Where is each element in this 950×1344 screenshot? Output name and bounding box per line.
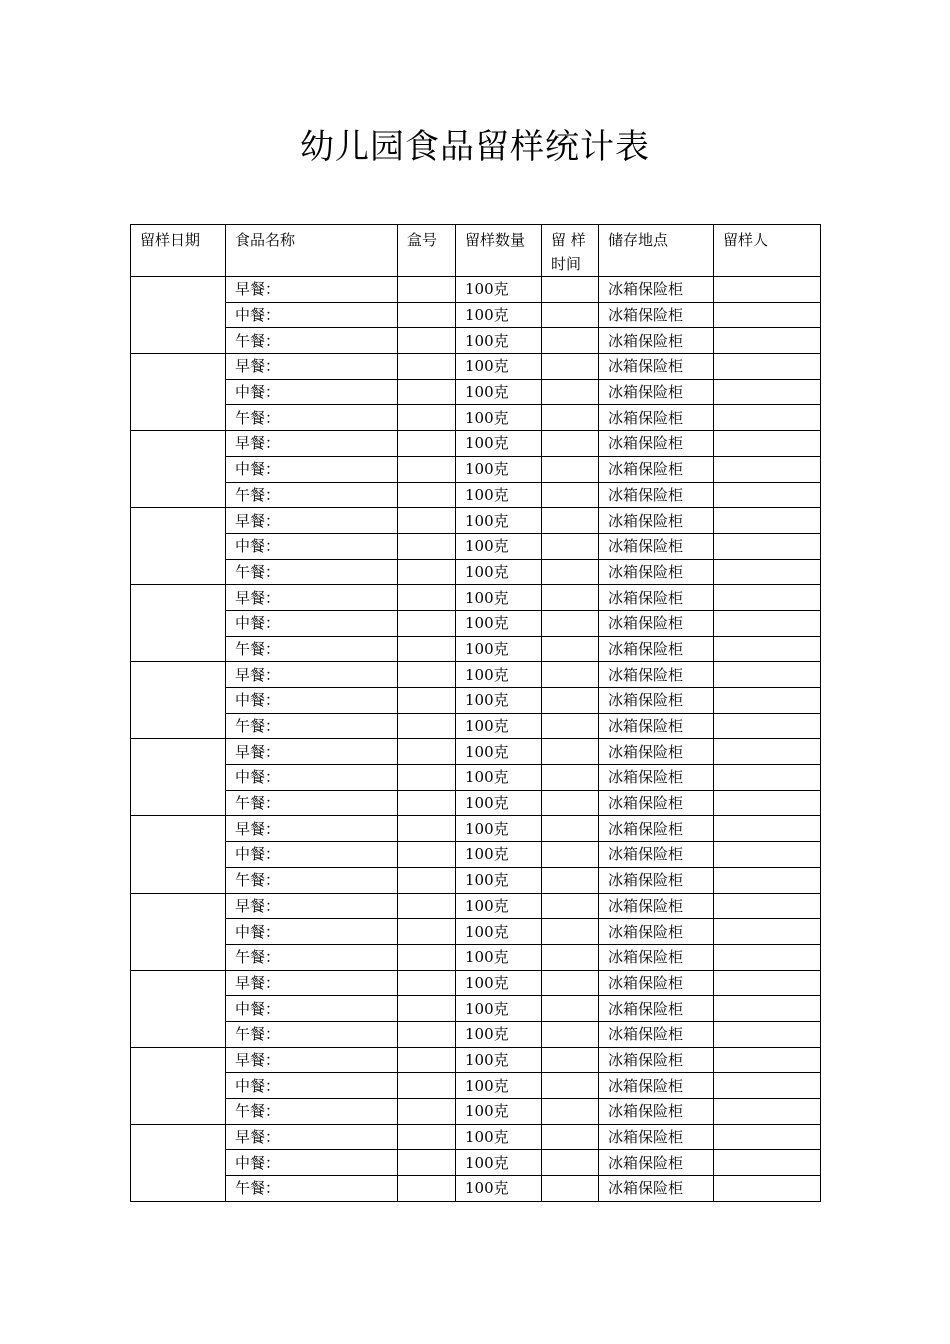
date-cell[interactable] (131, 970, 226, 1047)
person-cell[interactable] (714, 1150, 821, 1176)
box-no-cell[interactable] (398, 662, 456, 688)
box-no-cell[interactable] (398, 919, 456, 945)
table-row (131, 1021, 821, 1047)
sample-time-cell[interactable] (542, 790, 599, 816)
table-row (131, 919, 821, 945)
storage-cell: 冰箱保险柜 (599, 379, 714, 405)
sample-time-cell[interactable] (542, 379, 599, 405)
box-no-cell[interactable] (398, 1073, 456, 1099)
storage-cell: 冰箱保险柜 (599, 970, 714, 996)
quantity-cell: 100克 (456, 636, 542, 662)
table-row (131, 456, 821, 482)
person-cell[interactable] (714, 713, 821, 739)
food-name-cell[interactable]: 早餐： (226, 585, 398, 611)
storage-cell: 冰箱保险柜 (599, 1073, 714, 1099)
person-cell[interactable] (714, 919, 821, 945)
person-cell[interactable] (714, 662, 821, 688)
food-name-cell[interactable]: 早餐： (226, 970, 398, 996)
quantity-cell: 100克 (456, 585, 542, 611)
sample-time-cell[interactable] (542, 482, 599, 508)
sample-time-cell[interactable] (542, 277, 599, 303)
food-name-cell[interactable]: 午餐： (226, 405, 398, 431)
box-no-cell[interactable] (398, 328, 456, 354)
storage-cell: 冰箱保险柜 (599, 790, 714, 816)
table-row (131, 765, 821, 791)
person-cell[interactable] (714, 944, 821, 970)
person-cell[interactable] (714, 277, 821, 303)
quantity-cell: 100克 (456, 867, 542, 893)
sample-time-cell[interactable] (542, 533, 599, 559)
person-cell[interactable] (714, 1073, 821, 1099)
person-cell[interactable] (714, 867, 821, 893)
table-row (131, 559, 821, 585)
date-cell[interactable] (131, 1124, 226, 1201)
header-sample-time-line2: 时间 (551, 255, 582, 273)
box-no-cell[interactable] (398, 354, 456, 380)
sample-time-cell[interactable] (542, 662, 599, 688)
food-name-cell[interactable]: 午餐： (226, 867, 398, 893)
table-row (131, 662, 821, 688)
sample-time-cell[interactable] (542, 431, 599, 457)
quantity-cell: 100克 (456, 610, 542, 636)
person-cell[interactable] (714, 456, 821, 482)
table-row (131, 328, 821, 354)
quantity-cell: 100克 (456, 713, 542, 739)
sample-time-cell[interactable] (542, 456, 599, 482)
food-name-cell[interactable]: 中餐： (226, 610, 398, 636)
person-cell[interactable] (714, 688, 821, 714)
storage-cell: 冰箱保险柜 (599, 816, 714, 842)
storage-cell: 冰箱保险柜 (599, 919, 714, 945)
quantity-cell: 100克 (456, 765, 542, 791)
person-cell[interactable] (714, 405, 821, 431)
table-row (131, 277, 821, 303)
quantity-cell: 100克 (456, 405, 542, 431)
table-row (131, 405, 821, 431)
header-storage: 储存地点 (599, 225, 714, 277)
storage-cell: 冰箱保险柜 (599, 1099, 714, 1125)
table-row (131, 1150, 821, 1176)
person-cell[interactable] (714, 739, 821, 765)
quantity-cell: 100克 (456, 662, 542, 688)
person-cell[interactable] (714, 1124, 821, 1150)
quantity-cell: 100克 (456, 533, 542, 559)
date-cell[interactable] (131, 508, 226, 585)
quantity-cell: 100克 (456, 816, 542, 842)
sample-time-cell[interactable] (542, 970, 599, 996)
box-no-cell[interactable] (398, 482, 456, 508)
food-name-cell[interactable]: 中餐： (226, 842, 398, 868)
quantity-cell: 100克 (456, 1073, 542, 1099)
quantity-cell: 100克 (456, 559, 542, 585)
food-name-cell[interactable]: 早餐： (226, 662, 398, 688)
storage-cell: 冰箱保险柜 (599, 1047, 714, 1073)
table-row (131, 867, 821, 893)
storage-cell: 冰箱保险柜 (599, 302, 714, 328)
sample-time-cell[interactable] (542, 867, 599, 893)
storage-cell: 冰箱保险柜 (599, 842, 714, 868)
quantity-cell: 100克 (456, 302, 542, 328)
food-name-cell[interactable]: 中餐： (226, 1073, 398, 1099)
food-name-cell[interactable]: 早餐： (226, 739, 398, 765)
storage-cell: 冰箱保险柜 (599, 482, 714, 508)
box-no-cell[interactable] (398, 790, 456, 816)
table-row (131, 713, 821, 739)
person-cell[interactable] (714, 765, 821, 791)
storage-cell: 冰箱保险柜 (599, 1150, 714, 1176)
table-row (131, 996, 821, 1022)
date-cell[interactable] (131, 1047, 226, 1124)
table-row (131, 842, 821, 868)
storage-cell: 冰箱保险柜 (599, 456, 714, 482)
box-no-cell[interactable] (398, 1176, 456, 1202)
table-row (131, 636, 821, 662)
box-no-cell[interactable] (398, 533, 456, 559)
food-name-cell[interactable]: 午餐： (226, 559, 398, 585)
storage-cell: 冰箱保险柜 (599, 867, 714, 893)
food-name-cell[interactable]: 中餐： (226, 688, 398, 714)
table-body (131, 277, 821, 1202)
food-name-cell[interactable]: 午餐： (226, 944, 398, 970)
box-no-cell[interactable] (398, 816, 456, 842)
table-row (131, 970, 821, 996)
storage-cell: 冰箱保险柜 (599, 662, 714, 688)
date-cell[interactable] (131, 277, 226, 354)
box-no-cell[interactable] (398, 1150, 456, 1176)
quantity-cell: 100克 (456, 842, 542, 868)
sample-time-cell[interactable] (542, 919, 599, 945)
quantity-cell: 100克 (456, 379, 542, 405)
storage-cell: 冰箱保险柜 (599, 405, 714, 431)
food-name-cell[interactable]: 午餐： (226, 790, 398, 816)
storage-cell: 冰箱保险柜 (599, 636, 714, 662)
storage-cell: 冰箱保险柜 (599, 508, 714, 534)
quantity-cell: 100克 (456, 277, 542, 303)
table-row (131, 431, 821, 457)
box-no-cell[interactable] (398, 405, 456, 431)
page-title: 幼儿园食品留样统计表 (300, 127, 650, 167)
box-no-cell[interactable] (398, 765, 456, 791)
quantity-cell: 100克 (456, 1124, 542, 1150)
sample-time-cell[interactable] (542, 944, 599, 970)
quantity-cell: 100克 (456, 456, 542, 482)
sample-time-cell[interactable] (542, 585, 599, 611)
sample-time-cell[interactable] (542, 893, 599, 919)
sample-time-cell[interactable] (542, 765, 599, 791)
storage-cell: 冰箱保险柜 (599, 354, 714, 380)
header-box-no: 盒号 (398, 225, 456, 277)
person-cell[interactable] (714, 431, 821, 457)
storage-cell: 冰箱保险柜 (599, 1124, 714, 1150)
person-cell[interactable] (714, 842, 821, 868)
box-no-cell[interactable] (398, 1099, 456, 1125)
sample-time-cell[interactable] (542, 354, 599, 380)
table-row (131, 482, 821, 508)
sample-time-cell[interactable] (542, 1150, 599, 1176)
box-no-cell[interactable] (398, 277, 456, 303)
header-person: 留样人 (714, 225, 821, 277)
box-no-cell[interactable] (398, 1124, 456, 1150)
box-no-cell[interactable] (398, 688, 456, 714)
header-sample-time (542, 225, 599, 277)
date-cell[interactable] (131, 816, 226, 893)
box-no-cell[interactable] (398, 739, 456, 765)
person-cell[interactable] (714, 970, 821, 996)
sample-time-cell[interactable] (542, 1073, 599, 1099)
person-cell[interactable] (714, 1176, 821, 1202)
date-cell[interactable] (131, 893, 226, 970)
sample-time-cell[interactable] (542, 842, 599, 868)
date-cell[interactable] (131, 354, 226, 431)
food-name-cell[interactable]: 午餐： (226, 1099, 398, 1125)
person-cell[interactable] (714, 1021, 821, 1047)
sample-time-cell[interactable] (542, 996, 599, 1022)
quantity-cell: 100克 (456, 1047, 542, 1073)
table-header-row (131, 225, 821, 277)
storage-cell: 冰箱保险柜 (599, 328, 714, 354)
food-name-cell[interactable]: 中餐： (226, 1150, 398, 1176)
box-no-cell[interactable] (398, 996, 456, 1022)
quantity-cell: 100克 (456, 893, 542, 919)
box-no-cell[interactable] (398, 970, 456, 996)
box-no-cell[interactable] (398, 636, 456, 662)
box-no-cell[interactable] (398, 559, 456, 585)
person-cell[interactable] (714, 328, 821, 354)
table-row (131, 1073, 821, 1099)
food-name-cell[interactable]: 午餐： (226, 482, 398, 508)
person-cell[interactable] (714, 533, 821, 559)
box-no-cell[interactable] (398, 302, 456, 328)
sample-time-cell[interactable] (542, 636, 599, 662)
sample-time-cell[interactable] (542, 559, 599, 585)
quantity-cell: 100克 (456, 790, 542, 816)
food-name-cell[interactable]: 午餐： (226, 328, 398, 354)
quantity-cell: 100克 (456, 1099, 542, 1125)
storage-cell: 冰箱保险柜 (599, 713, 714, 739)
food-name-cell[interactable]: 午餐： (226, 713, 398, 739)
table-row (131, 1176, 821, 1202)
date-cell[interactable] (131, 431, 226, 508)
person-cell[interactable] (714, 585, 821, 611)
food-name-cell[interactable]: 早餐： (226, 1047, 398, 1073)
person-cell[interactable] (714, 508, 821, 534)
header-quantity: 留样数量 (456, 225, 542, 277)
food-name-cell[interactable]: 午餐： (226, 1176, 398, 1202)
storage-cell: 冰箱保险柜 (599, 944, 714, 970)
person-cell[interactable] (714, 302, 821, 328)
table-row (131, 893, 821, 919)
storage-cell: 冰箱保险柜 (599, 1021, 714, 1047)
sample-time-cell[interactable] (542, 816, 599, 842)
table-row (131, 302, 821, 328)
storage-cell: 冰箱保险柜 (599, 1176, 714, 1202)
table-row (131, 688, 821, 714)
box-no-cell[interactable] (398, 944, 456, 970)
sample-time-cell[interactable] (542, 688, 599, 714)
food-name-cell[interactable]: 中餐： (226, 765, 398, 791)
storage-cell: 冰箱保险柜 (599, 688, 714, 714)
storage-cell: 冰箱保险柜 (599, 533, 714, 559)
food-name-cell[interactable]: 中餐： (226, 302, 398, 328)
storage-cell: 冰箱保险柜 (599, 610, 714, 636)
quantity-cell: 100克 (456, 739, 542, 765)
box-no-cell[interactable] (398, 842, 456, 868)
table-row (131, 944, 821, 970)
quantity-cell: 100克 (456, 482, 542, 508)
date-cell[interactable] (131, 739, 226, 816)
table-row (131, 739, 821, 765)
sample-time-cell[interactable] (542, 1099, 599, 1125)
person-cell[interactable] (714, 996, 821, 1022)
food-sample-table (130, 224, 821, 1202)
box-no-cell[interactable] (398, 610, 456, 636)
food-name-cell[interactable]: 中餐： (226, 996, 398, 1022)
box-no-cell[interactable] (398, 456, 456, 482)
header-food-name: 食品名称 (226, 225, 398, 277)
person-cell[interactable] (714, 1099, 821, 1125)
food-name-cell[interactable]: 中餐： (226, 379, 398, 405)
quantity-cell: 100克 (456, 1021, 542, 1047)
quantity-cell: 100克 (456, 508, 542, 534)
food-name-cell[interactable]: 早餐： (226, 431, 398, 457)
table-row (131, 1047, 821, 1073)
food-name-cell[interactable]: 午餐： (226, 1021, 398, 1047)
sample-time-cell[interactable] (542, 405, 599, 431)
quantity-cell: 100克 (456, 919, 542, 945)
table-row (131, 533, 821, 559)
box-no-cell[interactable] (398, 379, 456, 405)
sample-time-cell[interactable] (542, 1047, 599, 1073)
food-name-cell[interactable]: 午餐： (226, 636, 398, 662)
person-cell[interactable] (714, 379, 821, 405)
box-no-cell[interactable] (398, 713, 456, 739)
quantity-cell: 100克 (456, 688, 542, 714)
date-cell[interactable] (131, 662, 226, 739)
food-name-cell[interactable]: 中餐： (226, 533, 398, 559)
header-date: 留样日期 (131, 225, 226, 277)
storage-cell: 冰箱保险柜 (599, 585, 714, 611)
box-no-cell[interactable] (398, 867, 456, 893)
quantity-cell: 100克 (456, 328, 542, 354)
table-row (131, 790, 821, 816)
person-cell[interactable] (714, 354, 821, 380)
header-sample-time-line1: 留 样 (551, 231, 586, 249)
storage-cell: 冰箱保险柜 (599, 996, 714, 1022)
sample-time-cell[interactable] (542, 610, 599, 636)
quantity-cell: 100克 (456, 431, 542, 457)
table-row (131, 1099, 821, 1125)
table-row (131, 1124, 821, 1150)
sample-time-cell[interactable] (542, 1176, 599, 1202)
box-no-cell[interactable] (398, 1021, 456, 1047)
person-cell[interactable] (714, 790, 821, 816)
quantity-cell: 100克 (456, 996, 542, 1022)
food-name-cell[interactable]: 早餐： (226, 277, 398, 303)
person-cell[interactable] (714, 816, 821, 842)
quantity-cell: 100克 (456, 970, 542, 996)
food-name-cell[interactable]: 早餐： (226, 1124, 398, 1150)
quantity-cell: 100克 (456, 354, 542, 380)
sample-time-cell[interactable] (542, 1124, 599, 1150)
table-row (131, 508, 821, 534)
box-no-cell[interactable] (398, 431, 456, 457)
quantity-cell: 100克 (456, 1150, 542, 1176)
table-row (131, 379, 821, 405)
box-no-cell[interactable] (398, 893, 456, 919)
box-no-cell[interactable] (398, 585, 456, 611)
food-name-cell[interactable]: 中餐： (226, 919, 398, 945)
sample-time-cell[interactable] (542, 302, 599, 328)
person-cell[interactable] (714, 482, 821, 508)
food-name-cell[interactable]: 早餐： (226, 816, 398, 842)
storage-cell: 冰箱保险柜 (599, 431, 714, 457)
food-name-cell[interactable]: 中餐： (226, 456, 398, 482)
table-row (131, 610, 821, 636)
person-cell[interactable] (714, 893, 821, 919)
table-row (131, 816, 821, 842)
storage-cell: 冰箱保险柜 (599, 893, 714, 919)
person-cell[interactable] (714, 610, 821, 636)
sample-time-cell[interactable] (542, 508, 599, 534)
sample-time-cell[interactable] (542, 328, 599, 354)
person-cell[interactable] (714, 1047, 821, 1073)
quantity-cell: 100克 (456, 944, 542, 970)
sample-time-cell[interactable] (542, 739, 599, 765)
storage-cell: 冰箱保险柜 (599, 559, 714, 585)
sample-time-cell[interactable] (542, 713, 599, 739)
table-row (131, 354, 821, 380)
storage-cell: 冰箱保险柜 (599, 277, 714, 303)
person-cell[interactable] (714, 559, 821, 585)
date-cell[interactable] (131, 585, 226, 662)
food-name-cell[interactable]: 早餐： (226, 354, 398, 380)
storage-cell: 冰箱保险柜 (599, 739, 714, 765)
table-row (131, 585, 821, 611)
food-name-cell[interactable]: 早餐： (226, 893, 398, 919)
box-no-cell[interactable] (398, 508, 456, 534)
box-no-cell[interactable] (398, 1047, 456, 1073)
food-name-cell[interactable]: 早餐： (226, 508, 398, 534)
sample-time-cell[interactable] (542, 1021, 599, 1047)
quantity-cell: 100克 (456, 1176, 542, 1202)
storage-cell: 冰箱保险柜 (599, 765, 714, 791)
person-cell[interactable] (714, 636, 821, 662)
